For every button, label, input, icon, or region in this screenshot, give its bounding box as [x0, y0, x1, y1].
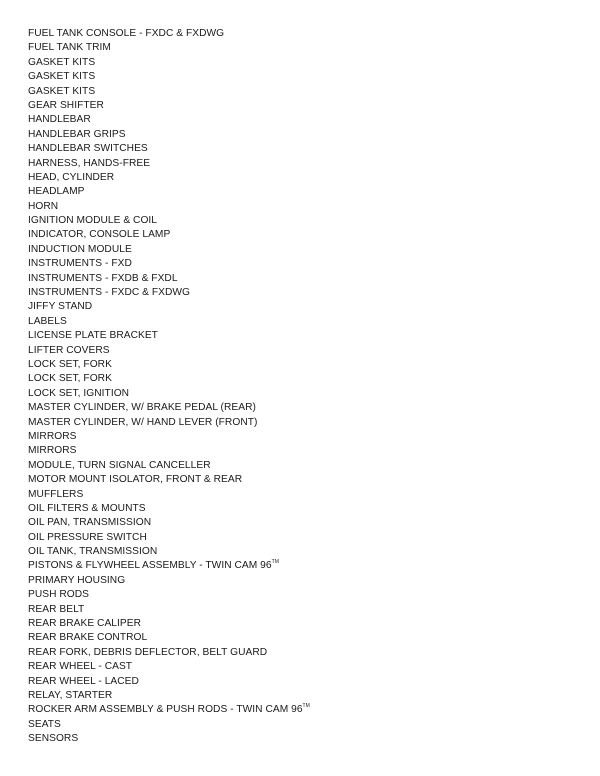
list-item: OIL PRESSURE SWITCH	[28, 531, 147, 543]
list-item: IGNITION MODULE & COIL	[28, 215, 158, 227]
list-item: INDICATOR, CONSOLE LAMP	[28, 229, 171, 241]
list-item: OIL FILTERS & MOUNTS	[28, 502, 146, 514]
list-item: REAR BRAKE CONTROL	[28, 632, 148, 644]
list-item: LIFTER COVERS	[28, 344, 110, 356]
list-item: HEAD, CYLINDER	[28, 171, 115, 183]
list-item: INDUCTION MODULE	[28, 243, 132, 255]
list-item: INSTRUMENTS - FXD	[28, 258, 132, 270]
list-item: GEAR SHIFTER	[28, 99, 104, 111]
list-item: GASKET KITS	[28, 56, 96, 68]
list-item: OIL PAN, TRANSMISSION	[28, 517, 152, 529]
list-item: MUFFLERS	[28, 488, 84, 500]
list-item: INSTRUMENTS - FXDC & FXDWG	[28, 287, 191, 299]
list-item: SEATS	[28, 718, 61, 730]
parts-index-list	[28, 27, 310, 747]
list-item: MASTER CYLINDER, W/ BRAKE PEDAL (REAR)	[28, 402, 256, 414]
list-item: LOCK SET, FORK	[28, 373, 112, 385]
list-item: REAR BRAKE CALIPER	[28, 618, 141, 630]
list-item: MIRRORS	[28, 430, 77, 442]
list-item: HANDLEBAR SWITCHES	[28, 143, 148, 155]
list-item: OIL TANK, TRANSMISSION	[28, 546, 158, 558]
list-item: PUSH RODS	[28, 589, 90, 601]
list-item: MOTOR MOUNT ISOLATOR, FRONT & REAR	[28, 474, 243, 486]
list-item: HARNESS, HANDS-FREE	[28, 157, 151, 169]
list-item: GASKET KITS	[28, 85, 96, 97]
list-item: PRIMARY HOUSING	[28, 574, 126, 586]
list-item: HANDLEBAR	[28, 114, 91, 126]
list-item: HORN	[28, 200, 59, 212]
list-item: REAR WHEEL - LACED	[28, 675, 139, 687]
list-item: FUEL TANK TRIM	[28, 42, 111, 54]
list-item: MODULE, TURN SIGNAL CANCELLER	[28, 459, 211, 471]
list-item: LOCK SET, IGNITION	[28, 387, 130, 399]
list-item: ROCKER ARM ASSEMBLY & PUSH RODS - TWIN CAM 96™	[28, 703, 310, 716]
list-item: PISTONS & FLYWHEEL ASSEMBLY - TWIN CAM 96™	[28, 559, 279, 572]
list-item: LOCK SET, FORK	[28, 358, 112, 370]
list-item: MIRRORS	[28, 445, 77, 457]
list-item: RELAY, STARTER	[28, 689, 113, 701]
list-item: INSTRUMENTS - FXDB & FXDL	[28, 272, 178, 284]
list-item: HEADLAMP	[28, 186, 85, 198]
list-item: REAR FORK, DEBRIS DEFLECTOR, BELT GUARD	[28, 646, 268, 658]
list-item: LICENSE PLATE BRACKET	[28, 330, 158, 342]
list-item: REAR WHEEL - CAST	[28, 661, 133, 673]
list-item: REAR BELT	[28, 603, 85, 615]
list-item: SENSORS	[28, 733, 79, 745]
list-item: HANDLEBAR GRIPS	[28, 128, 126, 140]
list-item: FUEL TANK CONSOLE - FXDC & FXDWG	[28, 28, 225, 39]
list-item: MASTER CYLINDER, W/ HAND LEVER (FRONT)	[28, 416, 258, 428]
list-item: JIFFY STAND	[28, 301, 93, 313]
list-item: GASKET KITS	[28, 71, 96, 83]
list-item: LABELS	[28, 315, 67, 327]
